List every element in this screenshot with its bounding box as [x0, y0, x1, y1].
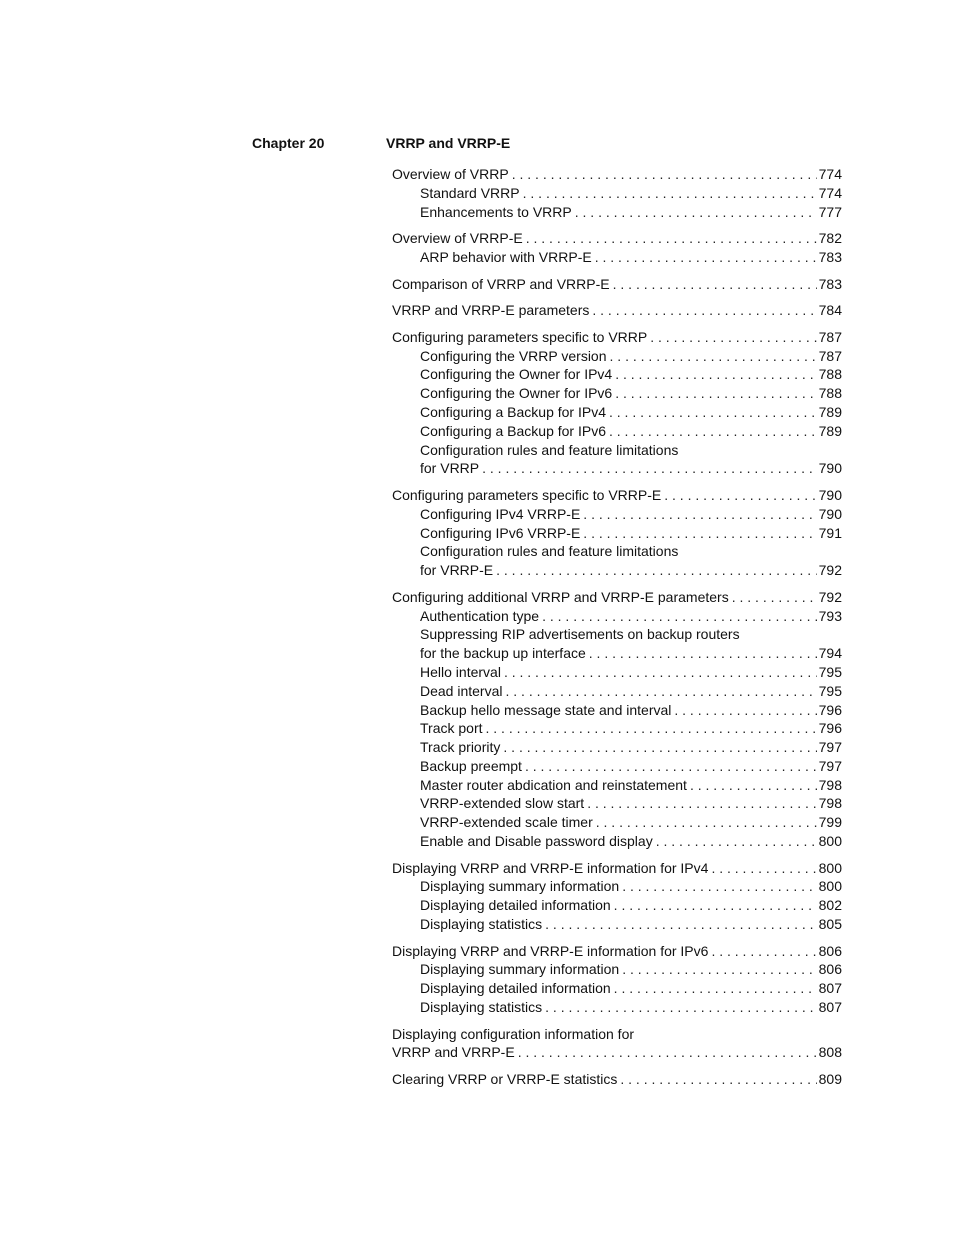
toc-entry-title: Configuring parameters specific to VRRP-E [392, 486, 662, 503]
toc-section [392, 486, 842, 580]
toc-subentry[interactable] [392, 896, 842, 915]
dot-leader [606, 403, 817, 422]
toc-entry-title: Displaying statistics [420, 999, 543, 1016]
dot-leader [515, 1043, 817, 1062]
toc-entry-title: Configuring IPv4 VRRP-E [420, 505, 581, 522]
toc-subentry[interactable] [392, 365, 842, 384]
dot-leader [539, 607, 817, 626]
dot-leader [610, 275, 817, 294]
table-of-contents [392, 165, 842, 1097]
dot-leader [542, 915, 816, 934]
toc-page-number: 798 [818, 795, 842, 812]
dot-leader [520, 184, 817, 203]
toc-entry-title: Displaying summary information [420, 961, 620, 978]
toc-entry-title: Overview of VRRP [392, 166, 509, 182]
toc-entry-title: Configuring a Backup for IPv4 [420, 403, 606, 420]
dot-leader [606, 422, 817, 441]
dot-leader [572, 203, 817, 222]
toc-subentry[interactable] [392, 915, 842, 934]
toc-subentry[interactable] [392, 644, 842, 663]
toc-page-number: 783 [818, 248, 842, 265]
toc-page-number: 797 [818, 739, 842, 756]
toc-section [392, 859, 842, 934]
toc-page-number: 795 [818, 663, 842, 680]
toc-entry-title: for VRRP [420, 460, 480, 477]
dot-leader [619, 960, 816, 979]
toc-subentry[interactable] [392, 422, 842, 441]
toc-page-number: 796 [818, 701, 842, 718]
toc-entry-title: Authentication type [420, 607, 540, 624]
toc-section [392, 588, 842, 851]
toc-page-number: 777 [818, 203, 842, 220]
toc-entry-title: Standard VRRP [420, 184, 520, 201]
toc-subentry[interactable] [392, 719, 842, 738]
toc-page-number: 792 [818, 562, 842, 579]
toc-subentry[interactable] [392, 607, 842, 626]
dot-leader [647, 328, 816, 347]
toc-subentry[interactable] [392, 403, 842, 422]
toc-page-number: 800 [818, 878, 842, 895]
toc-entry-title: Configuring a Backup for IPv6 [420, 422, 606, 439]
toc-entry[interactable] [392, 1043, 842, 1062]
toc-page-number: 789 [818, 422, 842, 439]
toc-entry-title: Configuring IPv6 VRRP-E [420, 524, 581, 541]
toc-page-number: 806 [818, 942, 842, 959]
toc-page-number: 783 [818, 275, 842, 292]
toc-page-number: 806 [818, 961, 842, 978]
dot-leader [509, 165, 817, 184]
dot-leader [501, 663, 817, 682]
dot-leader [542, 998, 816, 1017]
dot-leader [653, 832, 817, 851]
toc-section [392, 229, 842, 267]
toc-entry-title: Clearing VRRP or VRRP-E statistics [392, 1071, 618, 1088]
dot-leader [580, 524, 816, 543]
toc-subentry[interactable] [392, 561, 842, 580]
toc-section [392, 165, 842, 221]
toc-subentry[interactable] [392, 832, 842, 851]
toc-page-number: 805 [818, 916, 842, 933]
dot-leader [523, 229, 817, 248]
dot-leader [503, 682, 817, 701]
toc-page-number: 794 [818, 645, 842, 662]
toc-entry-title: Configuring the Owner for IPv4 [420, 366, 613, 383]
toc-entry[interactable] [392, 275, 842, 294]
dot-leader [619, 877, 816, 896]
dot-leader [661, 486, 816, 505]
toc-entry-title: for the backup up interface [420, 645, 586, 662]
toc-entry-title: Overview of VRRP-E [392, 230, 523, 247]
toc-entry-title: Configuring additional VRRP and VRRP-E parameters [392, 588, 729, 605]
toc-page-number: 797 [818, 757, 842, 774]
toc-subentry[interactable] [392, 505, 842, 524]
toc-page-number: 799 [818, 814, 842, 831]
toc-entry-title-line: Configuration rules and feature limitations [420, 543, 679, 560]
toc-entry[interactable] [392, 859, 842, 878]
toc-page-number: 789 [818, 403, 842, 420]
dot-leader [592, 248, 817, 267]
chapter-label: Chapter 20 [252, 135, 325, 151]
toc-section [392, 942, 842, 1017]
toc-entry-title: Displaying detailed information [420, 980, 611, 997]
toc-entry-title: Displaying statistics [420, 916, 543, 933]
toc-entry-title: Track priority [420, 739, 501, 756]
toc-entry-title: VRRP and VRRP-E [392, 1044, 515, 1061]
toc-page-number: 782 [818, 230, 842, 247]
dot-leader [729, 588, 817, 607]
toc-page-number: 796 [818, 720, 842, 737]
dot-leader [500, 738, 816, 757]
toc-entry[interactable] [392, 1070, 842, 1089]
dot-leader [584, 794, 816, 813]
toc-page-number: 800 [818, 833, 842, 850]
toc-entry-title: VRRP and VRRP-E parameters [392, 302, 590, 319]
toc-page-number: 774 [818, 166, 842, 182]
dot-leader [479, 459, 817, 478]
toc-subentry[interactable] [392, 960, 842, 979]
toc-page-number: 807 [818, 999, 842, 1016]
toc-subentry[interactable] [392, 738, 842, 757]
toc-entry-title: Configuring the VRRP version [420, 347, 607, 364]
toc-subentry[interactable] [392, 682, 842, 701]
toc-subentry[interactable] [392, 248, 842, 267]
toc-section [392, 1025, 842, 1063]
toc-page-number: 788 [818, 366, 842, 383]
toc-subentry[interactable] [392, 384, 842, 403]
toc-page-number: 787 [818, 347, 842, 364]
toc-entry-title: Master router abdication and reinstatement [420, 776, 687, 793]
toc-entry-title: Comparison of VRRP and VRRP-E [392, 275, 610, 292]
toc-entry-title: Backup hello message state and interval [420, 701, 672, 718]
toc-entry-title-line: Suppressing RIP advertisements on backup routers [420, 626, 740, 643]
dot-leader [522, 757, 817, 776]
toc-page-number: 790 [818, 505, 842, 522]
toc-subentry[interactable] [392, 663, 842, 682]
toc-subentry[interactable] [392, 998, 842, 1017]
toc-subentry[interactable] [392, 459, 842, 478]
dot-leader [607, 347, 817, 366]
toc-subentry[interactable] [392, 794, 842, 813]
toc-entry-title: Dead interval [420, 682, 503, 699]
toc-entry-title: Displaying VRRP and VRRP-E information for IPv4 [392, 859, 709, 876]
toc-entry-title: for VRRP-E [420, 562, 494, 579]
toc-page-number: 774 [818, 184, 842, 201]
toc-entry-title: VRRP-extended slow start [420, 795, 585, 812]
dot-leader [617, 1070, 816, 1089]
toc-entry-title: VRRP-extended scale timer [420, 814, 593, 831]
toc-entry-title: Displaying VRRP and VRRP-E information for IPv6 [392, 942, 709, 959]
toc-subentry[interactable] [392, 757, 842, 776]
toc-entry-title: Track port [420, 720, 483, 737]
toc-subentry[interactable] [392, 776, 842, 795]
toc-page-number: 790 [818, 486, 842, 503]
dot-leader [580, 505, 816, 524]
toc-entry[interactable] [392, 229, 842, 248]
dot-leader [611, 896, 817, 915]
dot-leader [708, 859, 816, 878]
toc-section [392, 301, 842, 320]
toc-entry-title: ARP behavior with VRRP-E [420, 248, 592, 265]
toc-entry-title: Enable and Disable password display [420, 833, 653, 850]
toc-page-number: 807 [818, 980, 842, 997]
toc-page-number: 809 [818, 1071, 842, 1088]
toc-page-number: 800 [818, 859, 842, 876]
toc-page-number: 793 [818, 607, 842, 624]
toc-entry-title-line: Displaying configuration information for [392, 1025, 635, 1042]
dot-leader [483, 719, 817, 738]
dot-leader [612, 384, 816, 403]
toc-entry-title: Configuring the Owner for IPv6 [420, 385, 613, 402]
toc-page-number: 791 [818, 524, 842, 541]
dot-leader [612, 365, 816, 384]
toc-subentry[interactable] [392, 524, 842, 543]
dot-leader [589, 301, 816, 320]
toc-entry[interactable] [392, 328, 842, 347]
toc-entry[interactable] [392, 588, 842, 607]
toc-entry-title: Hello interval [420, 663, 501, 680]
toc-entry-title: Backup preempt [420, 757, 522, 774]
toc-entry-title: Configuring parameters specific to VRRP [392, 328, 648, 345]
toc-subentry[interactable] [392, 203, 842, 222]
toc-subentry[interactable] [392, 979, 842, 998]
toc-page-number: 784 [818, 302, 842, 319]
toc-entry-title: Displaying summary information [420, 878, 620, 895]
toc-subentry[interactable] [392, 877, 842, 896]
chapter-title: VRRP and VRRP-E [386, 135, 511, 151]
toc-page-number: 798 [818, 776, 842, 793]
toc-page-number: 787 [818, 328, 842, 345]
toc-entry-title: Enhancements to VRRP [420, 203, 572, 220]
dot-leader [586, 644, 817, 663]
toc-page-number: 790 [818, 460, 842, 477]
toc-page-number: 788 [818, 385, 842, 402]
toc-entry[interactable] [392, 942, 842, 961]
toc-section [392, 328, 842, 478]
dot-leader [611, 979, 817, 998]
dot-leader [593, 813, 817, 832]
toc-page-number: 792 [818, 588, 842, 605]
dot-leader [671, 701, 816, 720]
toc-page-number: 795 [818, 682, 842, 699]
dot-leader [687, 776, 817, 795]
toc-subentry[interactable] [392, 701, 842, 720]
dot-leader [493, 561, 817, 580]
toc-subentry[interactable] [392, 347, 842, 366]
toc-section [392, 1070, 842, 1089]
toc-entry[interactable] [392, 486, 842, 505]
toc-subentry[interactable] [392, 813, 842, 832]
toc-page-number: 802 [818, 897, 842, 914]
toc-entry[interactable] [392, 165, 842, 184]
dot-leader [708, 942, 816, 961]
toc-entry[interactable] [392, 301, 842, 320]
toc-section [392, 275, 842, 294]
toc-entry-title-line: Configuration rules and feature limitations [420, 441, 679, 458]
toc-subentry[interactable] [392, 184, 842, 203]
toc-entry-title: Displaying detailed information [420, 897, 611, 914]
toc-page-number: 808 [818, 1044, 842, 1061]
